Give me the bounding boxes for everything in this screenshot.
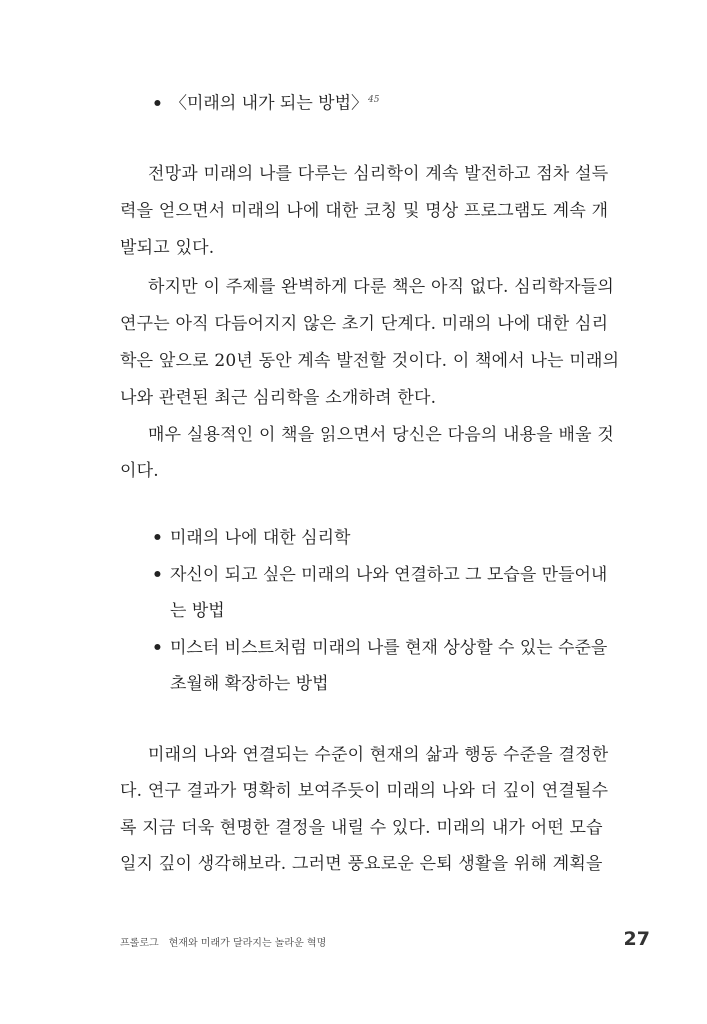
paragraph-2-line-2: 연구는 아직 다듬어지지 않은 초기 단계다. 미래의 나에 대한 심리 (120, 314, 609, 334)
paragraph-2-line-4: 나와 관련된 최근 심리학을 소개하려 한다. (120, 388, 437, 408)
list-item-text: 자신이 되고 싶은 미래의 나와 연결하고 그 모습을 만들어내 (170, 565, 608, 585)
list-item-continuation: 초월해 확장하는 방법 (170, 674, 329, 694)
paragraph-1-line-2: 력을 얻으면서 미래의 나에 대한 코칭 및 명상 프로그램도 계속 개 (120, 201, 609, 221)
reference-bullet (152, 88, 379, 116)
list-item (152, 526, 350, 550)
paragraph-4-line-4: 일지 깊이 생각해보라. 그러면 풍요로운 은퇴 생활을 위해 계획을 (120, 854, 603, 874)
paragraph-4-line-3: 록 지금 더욱 현명한 결정을 내릴 수 있다. 미래의 내가 어떤 모습 (120, 818, 603, 838)
footer-section: 프롤로그 (120, 938, 159, 949)
paragraph-2-line-3: 학은 앞으로 20년 동안 계속 발전할 것이다. 이 책에서 나는 미래의 (120, 351, 620, 371)
list-item-continuation: 는 방법 (170, 601, 225, 621)
paragraph-3-line-1: 매우 실용적인 이 책을 읽으면서 당신은 다음의 내용을 배울 것 (148, 425, 614, 445)
bullet-dot: • (152, 528, 163, 548)
list-item (152, 563, 607, 587)
paragraph-1-line-1: 전망과 미래의 나를 다루는 심리학이 계속 발전하고 점차 설득 (148, 164, 609, 184)
reference-title: 〈미래의 내가 되는 방법〉 (170, 93, 369, 114)
bullet-dot: • (152, 565, 163, 585)
list-item-text: 미스터 비스트처럼 미래의 나를 현재 상상할 수 있는 수준을 (170, 638, 608, 658)
bullet-dot: • (152, 93, 163, 114)
paragraph-3-line-2: 이다. (120, 461, 159, 481)
list-item (152, 636, 607, 660)
footer-chapter-title: 현재와 미래가 달라지는 놀라운 혁명 (168, 938, 327, 949)
paragraph-2-line-1: 하지만 이 주제를 완벽하게 다룬 책은 아직 없다. 심리학자들의 (148, 277, 614, 297)
page-number: 27 (623, 928, 650, 950)
paragraph-4-line-1: 미래의 나와 연결되는 수준이 현재의 삶과 행동 수준을 결정한 (148, 745, 609, 765)
paragraph-1-line-3: 발되고 있다. (120, 238, 215, 258)
list-item-text: 미래의 나에 대한 심리학 (170, 528, 351, 548)
paragraph-4-line-2: 다. 연구 결과가 명확히 보여주듯이 미래의 나와 더 깊이 연결될수 (120, 781, 609, 801)
footnote-marker: 45 (368, 95, 380, 105)
bullet-dot: • (152, 638, 163, 658)
running-footer (120, 934, 326, 949)
